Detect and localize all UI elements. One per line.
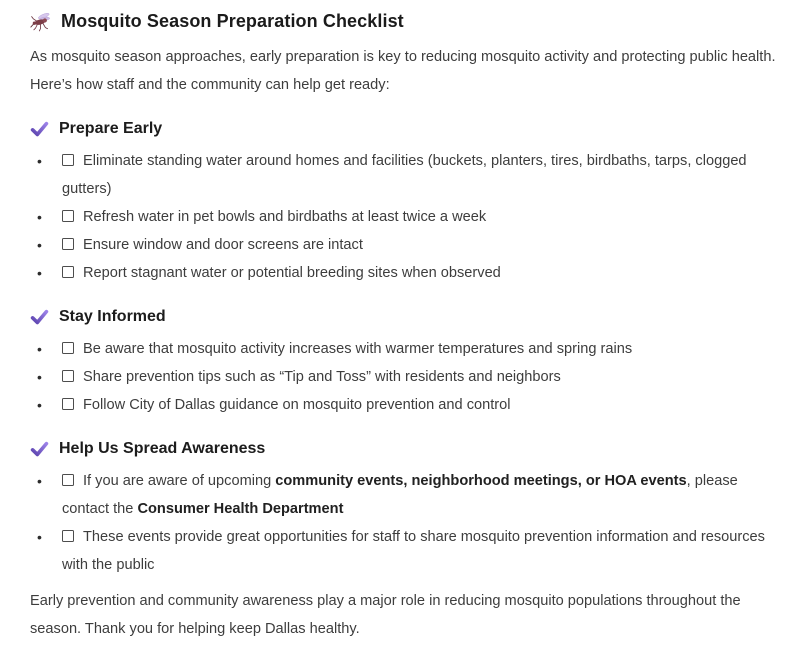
- section-heading: [30, 303, 781, 331]
- bullet-dot-icon: •: [37, 237, 42, 253]
- empty-checkbox-icon: [62, 398, 74, 410]
- bullet-dot-icon: •: [37, 369, 42, 385]
- item-text: , please contact the: [62, 473, 738, 517]
- item-text: Share prevention tips such as “Tip and Toss” with residents and neighbors: [83, 369, 561, 385]
- checklist-item: [30, 523, 781, 579]
- sections: [30, 115, 781, 579]
- section-heading-label: Prepare Early: [59, 120, 163, 137]
- checklist-item: [30, 259, 781, 287]
- empty-checkbox-icon: [62, 370, 74, 382]
- checklist-item: [30, 147, 781, 203]
- checklist-item: [30, 467, 781, 523]
- section-heading-label: Stay Informed: [59, 308, 166, 325]
- empty-checkbox-icon: [62, 238, 74, 250]
- item-text: Report stagnant water or potential breeding sites when observed: [83, 265, 501, 281]
- checklist: [30, 335, 781, 419]
- outro-paragraph: Early prevention and community awareness play a major role in reducing mosquito populations throughout the season. Thank you for helping keep Dallas healthy.: [30, 593, 741, 637]
- checklist: [30, 147, 781, 287]
- bullet-dot-icon: •: [37, 209, 42, 225]
- item-text: Eliminate standing water around homes and facilities (buckets, planters, tires, birdbaths, tarps, clogged gutters): [62, 153, 747, 197]
- section-heading: [30, 115, 781, 143]
- checklist: [30, 467, 781, 579]
- checklist-item: [30, 203, 781, 231]
- section-heading: [30, 435, 781, 463]
- page-title: Mosquito Season Preparation Checklist: [61, 11, 404, 31]
- mosquito-icon: [30, 10, 52, 32]
- bullet-dot-icon: •: [37, 397, 42, 413]
- bullet-dot-icon: •: [37, 529, 42, 545]
- intro-paragraph: As mosquito season approaches, early preparation is key to reducing mosquito activity and protecting public health. Here’s how staff and the community can help get ready:: [30, 49, 776, 93]
- item-text: Consumer Health Department: [137, 501, 344, 517]
- bullet-dot-icon: •: [37, 265, 42, 281]
- item-text: Refresh water in pet bowls and birdbaths at least twice a week: [83, 209, 487, 225]
- check-icon: [30, 121, 49, 137]
- item-text: community events, neighborhood meetings, or HOA events: [275, 473, 687, 489]
- bullet-dot-icon: •: [37, 153, 42, 169]
- bullet-dot-icon: •: [37, 473, 42, 489]
- checklist-item: [30, 335, 781, 363]
- checklist-item: [30, 391, 781, 419]
- document: [30, 7, 781, 643]
- checklist-item: [30, 231, 781, 259]
- item-text: Be aware that mosquito activity increases with warmer temperatures and spring rains: [83, 341, 633, 357]
- section-heading-label: Help Us Spread Awareness: [59, 440, 266, 457]
- empty-checkbox-icon: [62, 342, 74, 354]
- check-icon: [30, 309, 49, 325]
- empty-checkbox-icon: [62, 530, 74, 542]
- bullet-dot-icon: •: [37, 341, 42, 357]
- empty-checkbox-icon: [62, 474, 74, 486]
- item-text: These events provide great opportunities for staff to share mosquito prevention information and resources with the public: [62, 529, 765, 573]
- page-title-row: [30, 7, 781, 35]
- empty-checkbox-icon: [62, 266, 74, 278]
- check-icon: [30, 441, 49, 457]
- empty-checkbox-icon: [62, 154, 74, 166]
- item-text: Follow City of Dallas guidance on mosquito prevention and control: [83, 397, 511, 413]
- empty-checkbox-icon: [62, 210, 74, 222]
- checklist-item: [30, 363, 781, 391]
- item-text: If you are aware of upcoming: [83, 473, 276, 489]
- item-text: Ensure window and door screens are intact: [83, 237, 363, 253]
